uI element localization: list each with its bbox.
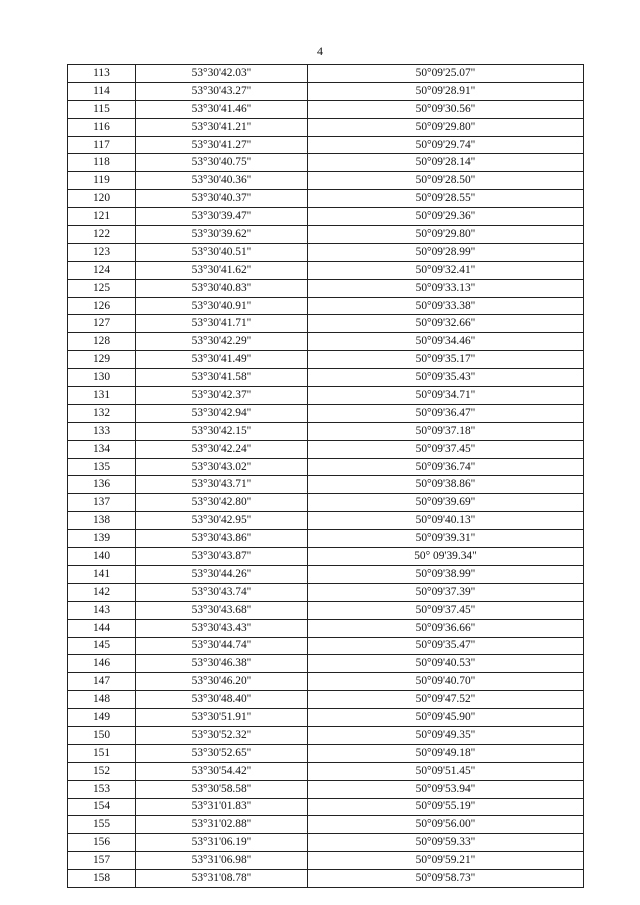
point-number-cell: 153 bbox=[68, 780, 136, 798]
longitude-cell: 50°09'58.73" bbox=[308, 870, 584, 888]
point-number-cell: 140 bbox=[68, 548, 136, 566]
latitude-cell: 53°30'40.37" bbox=[136, 190, 308, 208]
table-row bbox=[68, 333, 584, 351]
longitude-cell: 50°09'49.18" bbox=[308, 744, 584, 762]
latitude-cell: 53°30'41.58" bbox=[136, 369, 308, 387]
point-number-cell: 114 bbox=[68, 82, 136, 100]
longitude-cell: 50°09'35.47" bbox=[308, 637, 584, 655]
latitude-cell: 53°30'41.71" bbox=[136, 315, 308, 333]
latitude-cell: 53°30'39.62" bbox=[136, 226, 308, 244]
longitude-cell: 50°09'28.91" bbox=[308, 82, 584, 100]
table-row bbox=[68, 422, 584, 440]
latitude-cell: 53°30'39.47" bbox=[136, 208, 308, 226]
table-row bbox=[68, 548, 584, 566]
table-row bbox=[68, 279, 584, 297]
latitude-cell: 53°30'42.03" bbox=[136, 65, 308, 83]
latitude-cell: 53°30'41.62" bbox=[136, 261, 308, 279]
latitude-cell: 53°30'43.71" bbox=[136, 476, 308, 494]
latitude-cell: 53°30'43.87" bbox=[136, 548, 308, 566]
latitude-cell: 53°30'41.49" bbox=[136, 351, 308, 369]
latitude-cell: 53°30'40.51" bbox=[136, 243, 308, 261]
longitude-cell: 50°09'47.52" bbox=[308, 691, 584, 709]
longitude-cell: 50°09'28.14" bbox=[308, 154, 584, 172]
longitude-cell: 50°09'38.99" bbox=[308, 565, 584, 583]
longitude-cell: 50°09'28.55" bbox=[308, 190, 584, 208]
table-row bbox=[68, 691, 584, 709]
longitude-cell: 50°09'28.50" bbox=[308, 172, 584, 190]
table-row bbox=[68, 798, 584, 816]
point-number-cell: 128 bbox=[68, 333, 136, 351]
point-number-cell: 138 bbox=[68, 512, 136, 530]
table-row bbox=[68, 226, 584, 244]
longitude-cell: 50°09'59.21" bbox=[308, 852, 584, 870]
point-number-cell: 144 bbox=[68, 619, 136, 637]
table-row bbox=[68, 315, 584, 333]
table-row bbox=[68, 387, 584, 405]
point-number-cell: 132 bbox=[68, 404, 136, 422]
longitude-cell: 50°09'56.00" bbox=[308, 816, 584, 834]
table-row bbox=[68, 261, 584, 279]
point-number-cell: 116 bbox=[68, 118, 136, 136]
latitude-cell: 53°30'41.21" bbox=[136, 118, 308, 136]
point-number-cell: 119 bbox=[68, 172, 136, 190]
point-number-cell: 150 bbox=[68, 726, 136, 744]
longitude-cell: 50°09'29.80" bbox=[308, 226, 584, 244]
point-number-cell: 141 bbox=[68, 565, 136, 583]
table-row bbox=[68, 852, 584, 870]
latitude-cell: 53°30'42.15" bbox=[136, 422, 308, 440]
longitude-cell: 50°09'40.13" bbox=[308, 512, 584, 530]
point-number-cell: 127 bbox=[68, 315, 136, 333]
longitude-cell: 50°09'32.66" bbox=[308, 315, 584, 333]
point-number-cell: 152 bbox=[68, 762, 136, 780]
point-number-cell: 118 bbox=[68, 154, 136, 172]
point-number-cell: 149 bbox=[68, 709, 136, 727]
longitude-cell: 50°09'28.99" bbox=[308, 243, 584, 261]
point-number-cell: 135 bbox=[68, 458, 136, 476]
longitude-cell: 50°09'37.18" bbox=[308, 422, 584, 440]
point-number-cell: 125 bbox=[68, 279, 136, 297]
latitude-cell: 53°30'52.65" bbox=[136, 744, 308, 762]
latitude-cell: 53°30'43.02" bbox=[136, 458, 308, 476]
point-number-cell: 130 bbox=[68, 369, 136, 387]
latitude-cell: 53°31'02.88" bbox=[136, 816, 308, 834]
table-row bbox=[68, 762, 584, 780]
table-row bbox=[68, 82, 584, 100]
table-row bbox=[68, 530, 584, 548]
latitude-cell: 53°30'43.27" bbox=[136, 82, 308, 100]
point-number-cell: 122 bbox=[68, 226, 136, 244]
point-number-cell: 143 bbox=[68, 601, 136, 619]
table-row bbox=[68, 744, 584, 762]
point-number-cell: 123 bbox=[68, 243, 136, 261]
table-row bbox=[68, 619, 584, 637]
longitude-cell: 50°09'39.69" bbox=[308, 494, 584, 512]
longitude-cell: 50°09'29.36" bbox=[308, 208, 584, 226]
point-number-cell: 146 bbox=[68, 655, 136, 673]
latitude-cell: 53°30'43.74" bbox=[136, 583, 308, 601]
point-number-cell: 158 bbox=[68, 870, 136, 888]
longitude-cell: 50°09'40.70" bbox=[308, 673, 584, 691]
latitude-cell: 53°30'40.91" bbox=[136, 297, 308, 315]
latitude-cell: 53°30'42.24" bbox=[136, 440, 308, 458]
latitude-cell: 53°31'08.78" bbox=[136, 870, 308, 888]
latitude-cell: 53°30'42.37" bbox=[136, 387, 308, 405]
latitude-cell: 53°30'42.95" bbox=[136, 512, 308, 530]
latitude-cell: 53°30'52.32" bbox=[136, 726, 308, 744]
table-row bbox=[68, 351, 584, 369]
point-number-cell: 155 bbox=[68, 816, 136, 834]
longitude-cell: 50°09'29.74" bbox=[308, 136, 584, 154]
longitude-cell: 50°09'25.07" bbox=[308, 65, 584, 83]
latitude-cell: 53°30'46.38" bbox=[136, 655, 308, 673]
table-row bbox=[68, 476, 584, 494]
table-row bbox=[68, 834, 584, 852]
point-number-cell: 117 bbox=[68, 136, 136, 154]
point-number-cell: 133 bbox=[68, 422, 136, 440]
longitude-cell: 50°09'34.46" bbox=[308, 333, 584, 351]
point-number-cell: 137 bbox=[68, 494, 136, 512]
longitude-cell: 50°09'35.17" bbox=[308, 351, 584, 369]
table-row bbox=[68, 583, 584, 601]
table-row bbox=[68, 780, 584, 798]
table-row bbox=[68, 243, 584, 261]
latitude-cell: 53°30'51.91" bbox=[136, 709, 308, 727]
longitude-cell: 50°09'36.47" bbox=[308, 404, 584, 422]
table-row bbox=[68, 816, 584, 834]
latitude-cell: 53°30'43.43" bbox=[136, 619, 308, 637]
latitude-cell: 53°30'43.68" bbox=[136, 601, 308, 619]
longitude-cell: 50° 09'39.34" bbox=[308, 548, 584, 566]
table-row bbox=[68, 870, 584, 888]
point-number-cell: 136 bbox=[68, 476, 136, 494]
point-number-cell: 126 bbox=[68, 297, 136, 315]
table-row bbox=[68, 565, 584, 583]
table-row bbox=[68, 440, 584, 458]
point-number-cell: 131 bbox=[68, 387, 136, 405]
latitude-cell: 53°31'06.19" bbox=[136, 834, 308, 852]
longitude-cell: 50°09'51.45" bbox=[308, 762, 584, 780]
latitude-cell: 53°30'58.58" bbox=[136, 780, 308, 798]
latitude-cell: 53°30'40.83" bbox=[136, 279, 308, 297]
point-number-cell: 139 bbox=[68, 530, 136, 548]
longitude-cell: 50°09'35.43" bbox=[308, 369, 584, 387]
longitude-cell: 50°09'32.41" bbox=[308, 261, 584, 279]
longitude-cell: 50°09'45.90" bbox=[308, 709, 584, 727]
longitude-cell: 50°09'39.31" bbox=[308, 530, 584, 548]
table-row bbox=[68, 190, 584, 208]
longitude-cell: 50°09'53.94" bbox=[308, 780, 584, 798]
table-row bbox=[68, 154, 584, 172]
latitude-cell: 53°30'44.74" bbox=[136, 637, 308, 655]
latitude-cell: 53°30'42.29" bbox=[136, 333, 308, 351]
table-row bbox=[68, 118, 584, 136]
table-row bbox=[68, 100, 584, 118]
latitude-cell: 53°31'01.83" bbox=[136, 798, 308, 816]
table-row bbox=[68, 655, 584, 673]
table-row bbox=[68, 709, 584, 727]
longitude-cell: 50°09'29.80" bbox=[308, 118, 584, 136]
point-number-cell: 113 bbox=[68, 65, 136, 83]
longitude-cell: 50°09'55.19" bbox=[308, 798, 584, 816]
longitude-cell: 50°09'36.66" bbox=[308, 619, 584, 637]
table-row bbox=[68, 512, 584, 530]
coordinates-table bbox=[67, 64, 584, 888]
latitude-cell: 53°30'41.46" bbox=[136, 100, 308, 118]
point-number-cell: 142 bbox=[68, 583, 136, 601]
latitude-cell: 53°31'06.98" bbox=[136, 852, 308, 870]
latitude-cell: 53°30'42.80" bbox=[136, 494, 308, 512]
latitude-cell: 53°30'48.40" bbox=[136, 691, 308, 709]
point-number-cell: 148 bbox=[68, 691, 136, 709]
point-number-cell: 147 bbox=[68, 673, 136, 691]
latitude-cell: 53°30'46.20" bbox=[136, 673, 308, 691]
longitude-cell: 50°09'30.56" bbox=[308, 100, 584, 118]
point-number-cell: 124 bbox=[68, 261, 136, 279]
latitude-cell: 53°30'40.36" bbox=[136, 172, 308, 190]
table-row bbox=[68, 297, 584, 315]
point-number-cell: 156 bbox=[68, 834, 136, 852]
page-number: 4 bbox=[317, 44, 323, 58]
latitude-cell: 53°30'42.94" bbox=[136, 404, 308, 422]
point-number-cell: 157 bbox=[68, 852, 136, 870]
table-row bbox=[68, 208, 584, 226]
table-row bbox=[68, 458, 584, 476]
point-number-cell: 129 bbox=[68, 351, 136, 369]
table-row bbox=[68, 601, 584, 619]
point-number-cell: 154 bbox=[68, 798, 136, 816]
longitude-cell: 50°09'37.45" bbox=[308, 601, 584, 619]
latitude-cell: 53°30'41.27" bbox=[136, 136, 308, 154]
latitude-cell: 53°30'44.26" bbox=[136, 565, 308, 583]
longitude-cell: 50°09'37.45" bbox=[308, 440, 584, 458]
table-row bbox=[68, 404, 584, 422]
point-number-cell: 115 bbox=[68, 100, 136, 118]
longitude-cell: 50°09'36.74" bbox=[308, 458, 584, 476]
table-row bbox=[68, 172, 584, 190]
longitude-cell: 50°09'33.13" bbox=[308, 279, 584, 297]
longitude-cell: 50°09'49.35" bbox=[308, 726, 584, 744]
coordinates-table-body bbox=[68, 65, 584, 888]
table-row bbox=[68, 494, 584, 512]
latitude-cell: 53°30'43.86" bbox=[136, 530, 308, 548]
longitude-cell: 50°09'34.71" bbox=[308, 387, 584, 405]
point-number-cell: 121 bbox=[68, 208, 136, 226]
point-number-cell: 145 bbox=[68, 637, 136, 655]
table-row bbox=[68, 673, 584, 691]
latitude-cell: 53°30'40.75" bbox=[136, 154, 308, 172]
table-row bbox=[68, 637, 584, 655]
table-row bbox=[68, 136, 584, 154]
table-row bbox=[68, 65, 584, 83]
longitude-cell: 50°09'38.86" bbox=[308, 476, 584, 494]
latitude-cell: 53°30'54.42" bbox=[136, 762, 308, 780]
longitude-cell: 50°09'37.39" bbox=[308, 583, 584, 601]
longitude-cell: 50°09'33.38" bbox=[308, 297, 584, 315]
point-number-cell: 120 bbox=[68, 190, 136, 208]
table-row bbox=[68, 726, 584, 744]
longitude-cell: 50°09'59.33" bbox=[308, 834, 584, 852]
longitude-cell: 50°09'40.53" bbox=[308, 655, 584, 673]
table-row bbox=[68, 369, 584, 387]
point-number-cell: 134 bbox=[68, 440, 136, 458]
point-number-cell: 151 bbox=[68, 744, 136, 762]
